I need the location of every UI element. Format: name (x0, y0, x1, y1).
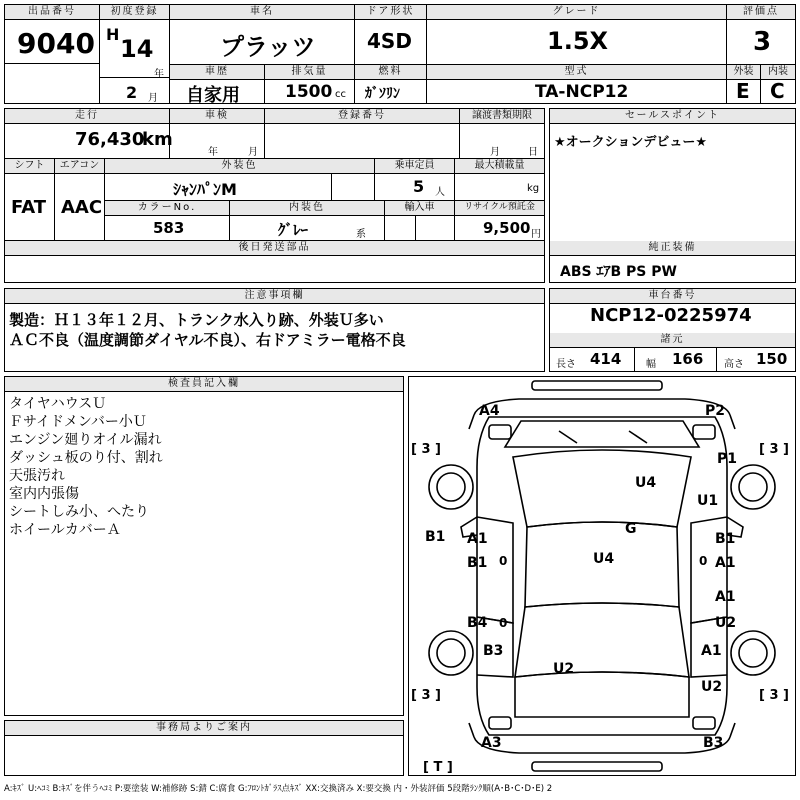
transfer-cell (460, 109, 544, 159)
colorno-label: カラーNo. (105, 201, 229, 216)
width-label: 幅 (646, 359, 656, 370)
score: 3 (753, 27, 772, 57)
caution-section (4, 288, 545, 372)
colorno-cell (105, 201, 230, 241)
car-name-cell (170, 5, 355, 65)
color-number: 583 (153, 219, 185, 237)
tire-front-right: [ 3 ] (759, 442, 789, 457)
mark-b1-right: B1 (715, 531, 736, 547)
caution-label: 注意事項欄 (5, 289, 544, 304)
note-line: タイヤハウスＵ (9, 396, 107, 412)
ac: AAC (61, 197, 103, 218)
mark-u2-right: U2 (715, 615, 737, 631)
mark-u4-center: U4 (593, 551, 615, 567)
caution-line-1: 製造：Ｈ１３年１２月、トランク水入り跡、外装Ｕ多い (9, 311, 384, 329)
fuel-label: 燃料 (355, 65, 426, 80)
later-parts-cell (5, 241, 544, 282)
reg-label: 初度登録 (100, 5, 169, 20)
mark-b1-left: B1 (425, 529, 446, 545)
car-name: プラッツ (220, 33, 316, 61)
lot-cell (5, 5, 100, 103)
legend: A:ｷｽﾞ U:ﾍｺﾐ B:ｷｽﾞを伴うﾍｺﾐ P:要塗装 W:補修跡 S:錆 C:腐食 G:ﾌﾛﾝﾄｶﾞﾗｽ点ｷｽﾞ XX:交換済み X:要交換 内・外装評価 5段階ﾗﾝｸ順(A･B･C･D･E) 2 (4, 784, 553, 794)
ext-grade-cell (727, 65, 761, 103)
mark-a1-right-2: A1 (715, 589, 736, 605)
door-cell (355, 5, 427, 65)
recycle-cell (455, 201, 544, 241)
mark-a1-left: A1 (467, 531, 488, 547)
era: H (106, 25, 120, 44)
load-label: 最大積載量 (455, 159, 544, 174)
year-unit: 年 (154, 69, 164, 80)
shift: FAT (11, 197, 47, 218)
reg-month: 2 (126, 83, 138, 102)
intcolor-cell (230, 201, 385, 241)
color-cell (105, 159, 375, 201)
mark-zero-1: 0 (499, 554, 508, 568)
inspector-label: 検査員記入欄 (5, 377, 403, 392)
cap-unit: 人 (435, 187, 445, 198)
shift-label: シフト (5, 159, 54, 174)
tire-rear-right: [ 3 ] (759, 688, 789, 703)
capacity-cell (375, 159, 455, 201)
note-line: Ｆサイドメンバー小Ｕ (9, 414, 147, 430)
displacement-cell (265, 65, 355, 103)
transfer-label: 譲渡書類期限 (460, 109, 544, 124)
transfer-month-unit: 月 (490, 147, 500, 158)
inspect-label: 車検 (170, 109, 264, 124)
recycle-label: リサイクル預託金 (455, 201, 544, 216)
mark-a3: A3 (481, 735, 502, 751)
mark-u2-center: U2 (553, 661, 575, 677)
fuel: ｶﾞｿﾘﾝ (365, 86, 400, 102)
model-cell (427, 65, 727, 103)
note-line: ダッシュ板のり付、割れ (9, 450, 163, 466)
ext-grade: E (736, 79, 750, 103)
width: 166 (672, 350, 704, 368)
door-type: 4SD (367, 29, 412, 53)
capacity: 5 (413, 177, 425, 196)
plate-label: 登録番号 (265, 109, 459, 124)
reg-year: 14 (120, 35, 154, 63)
interior-color: ｸﾞﾚｰ (278, 221, 309, 239)
top-section (4, 4, 796, 104)
trunk-tag: [ T ] (423, 760, 453, 775)
score-cell (727, 5, 795, 65)
grade: 1.5X (547, 27, 609, 55)
model-label: 型式 (427, 65, 726, 80)
recycle-fee: 9,500 (483, 219, 531, 237)
mark-u1: U1 (697, 493, 719, 509)
details-section (4, 108, 545, 283)
cap-label: 乗車定員 (375, 159, 454, 174)
int-grade: C (770, 79, 785, 103)
note-line: 天張汚れ (9, 468, 65, 484)
model-code: TA-NCP12 (535, 82, 629, 102)
office-label: 事務局よりご案内 (5, 721, 403, 736)
intcolor-label: 内装色 (230, 201, 384, 216)
mark-u4-roof: U4 (635, 475, 657, 491)
mark-p2: P2 (705, 403, 726, 419)
ext-label: 外装 (727, 65, 760, 80)
grade-label: グレード (427, 5, 726, 20)
fuel-cell (355, 65, 427, 103)
inspect-month-unit: 月 (248, 147, 258, 158)
later-label: 後日発送部品 (5, 241, 544, 256)
mileage-cell (5, 109, 173, 159)
load-cell (455, 159, 544, 201)
displacement: 1500 (285, 82, 333, 102)
mark-zero-2: 0 (699, 554, 708, 568)
inspector-notes (9, 395, 163, 539)
history: 自家用 (186, 85, 240, 106)
import-cell (385, 201, 455, 241)
mileage: 76,430 (75, 129, 145, 150)
disp-label: 排気量 (265, 65, 354, 80)
chassis-label: 車台番号 (550, 289, 795, 304)
note-line: ホイールカバーＡ (9, 522, 121, 538)
equip-label: 純正装備 (550, 241, 795, 256)
tire-front-left: [ 3 ] (411, 442, 441, 457)
load-unit: kg (527, 183, 540, 194)
mark-g: G (625, 521, 637, 537)
dims-label: 諸元 (550, 333, 795, 348)
sales-text: ★オークションデビュー★ (554, 135, 708, 150)
mark-zero-3: 0 (499, 616, 508, 630)
name-label: 車名 (170, 5, 354, 20)
int-grade-cell (761, 65, 795, 103)
recycle-unit: 円 (531, 229, 541, 240)
mark-b3-left: B3 (483, 643, 504, 659)
note-line: エンジン廻りオイル漏れ (9, 432, 162, 448)
mark-b4: B4 (467, 615, 488, 631)
score-label: 評価点 (727, 5, 795, 20)
disp-unit: cc (335, 89, 346, 100)
caution-line-2: ＡＣ不良（温度調節ダイヤル不良）、右ドアミラー電格不良 (9, 331, 406, 349)
car-diagram-section (408, 376, 796, 776)
mark-a4: A4 (479, 403, 500, 419)
length-label: 長さ (556, 359, 576, 370)
tire-rear-left: [ 3 ] (411, 688, 441, 703)
history-cell (170, 65, 265, 106)
color-label: 外装色 (105, 159, 374, 174)
ac-cell (55, 159, 105, 241)
exterior-color: ｼｬﾝﾊﾟﾝM (173, 180, 237, 199)
month-unit: 月 (148, 93, 158, 104)
chassis-section (549, 288, 796, 372)
mark-a1-right-3: A1 (701, 643, 722, 659)
mileage-label: 走行 (5, 109, 169, 124)
mark-a1-right: A1 (715, 555, 736, 571)
mark-b3-right: B3 (703, 735, 724, 751)
shift-cell (5, 159, 55, 241)
lot-label: 出品番号 (5, 5, 99, 20)
sales-label: セールスポイント (550, 109, 795, 124)
mark-u2-right-2: U2 (701, 679, 723, 695)
mark-p1: P1 (717, 451, 738, 467)
registration-cell (100, 5, 170, 103)
inspect-year-unit: 年 (208, 147, 218, 158)
note-line: 室内内張傷 (9, 486, 79, 502)
grade-cell (427, 5, 727, 65)
import-label: 輸入車 (385, 201, 454, 216)
car-diagram (409, 377, 795, 775)
int-label: 内装 (761, 65, 795, 80)
chassis-number: NCP12-0225974 (590, 305, 752, 326)
history-label: 車歴 (170, 65, 264, 80)
transfer-day-unit: 日 (528, 147, 538, 158)
ac-label: エアコン (55, 159, 104, 174)
height-label: 高さ (724, 359, 744, 370)
inspector-section (4, 376, 404, 716)
office-section (4, 720, 404, 776)
lot-number: 9040 (17, 27, 95, 60)
plate-cell (265, 109, 460, 159)
inspection-cell (170, 109, 265, 159)
length: 414 (590, 350, 622, 368)
equip-text: ABS ｴｱB PS PW (560, 264, 677, 280)
sales-point-section (549, 108, 796, 283)
height: 150 (756, 350, 788, 368)
door-label: ドア形状 (355, 5, 426, 20)
mark-b1-left-2: B1 (467, 555, 488, 571)
note-line: シートしみ小、へたり (9, 504, 149, 520)
mileage-unit: km (142, 129, 173, 150)
intcolor-unit: 系 (356, 229, 366, 240)
